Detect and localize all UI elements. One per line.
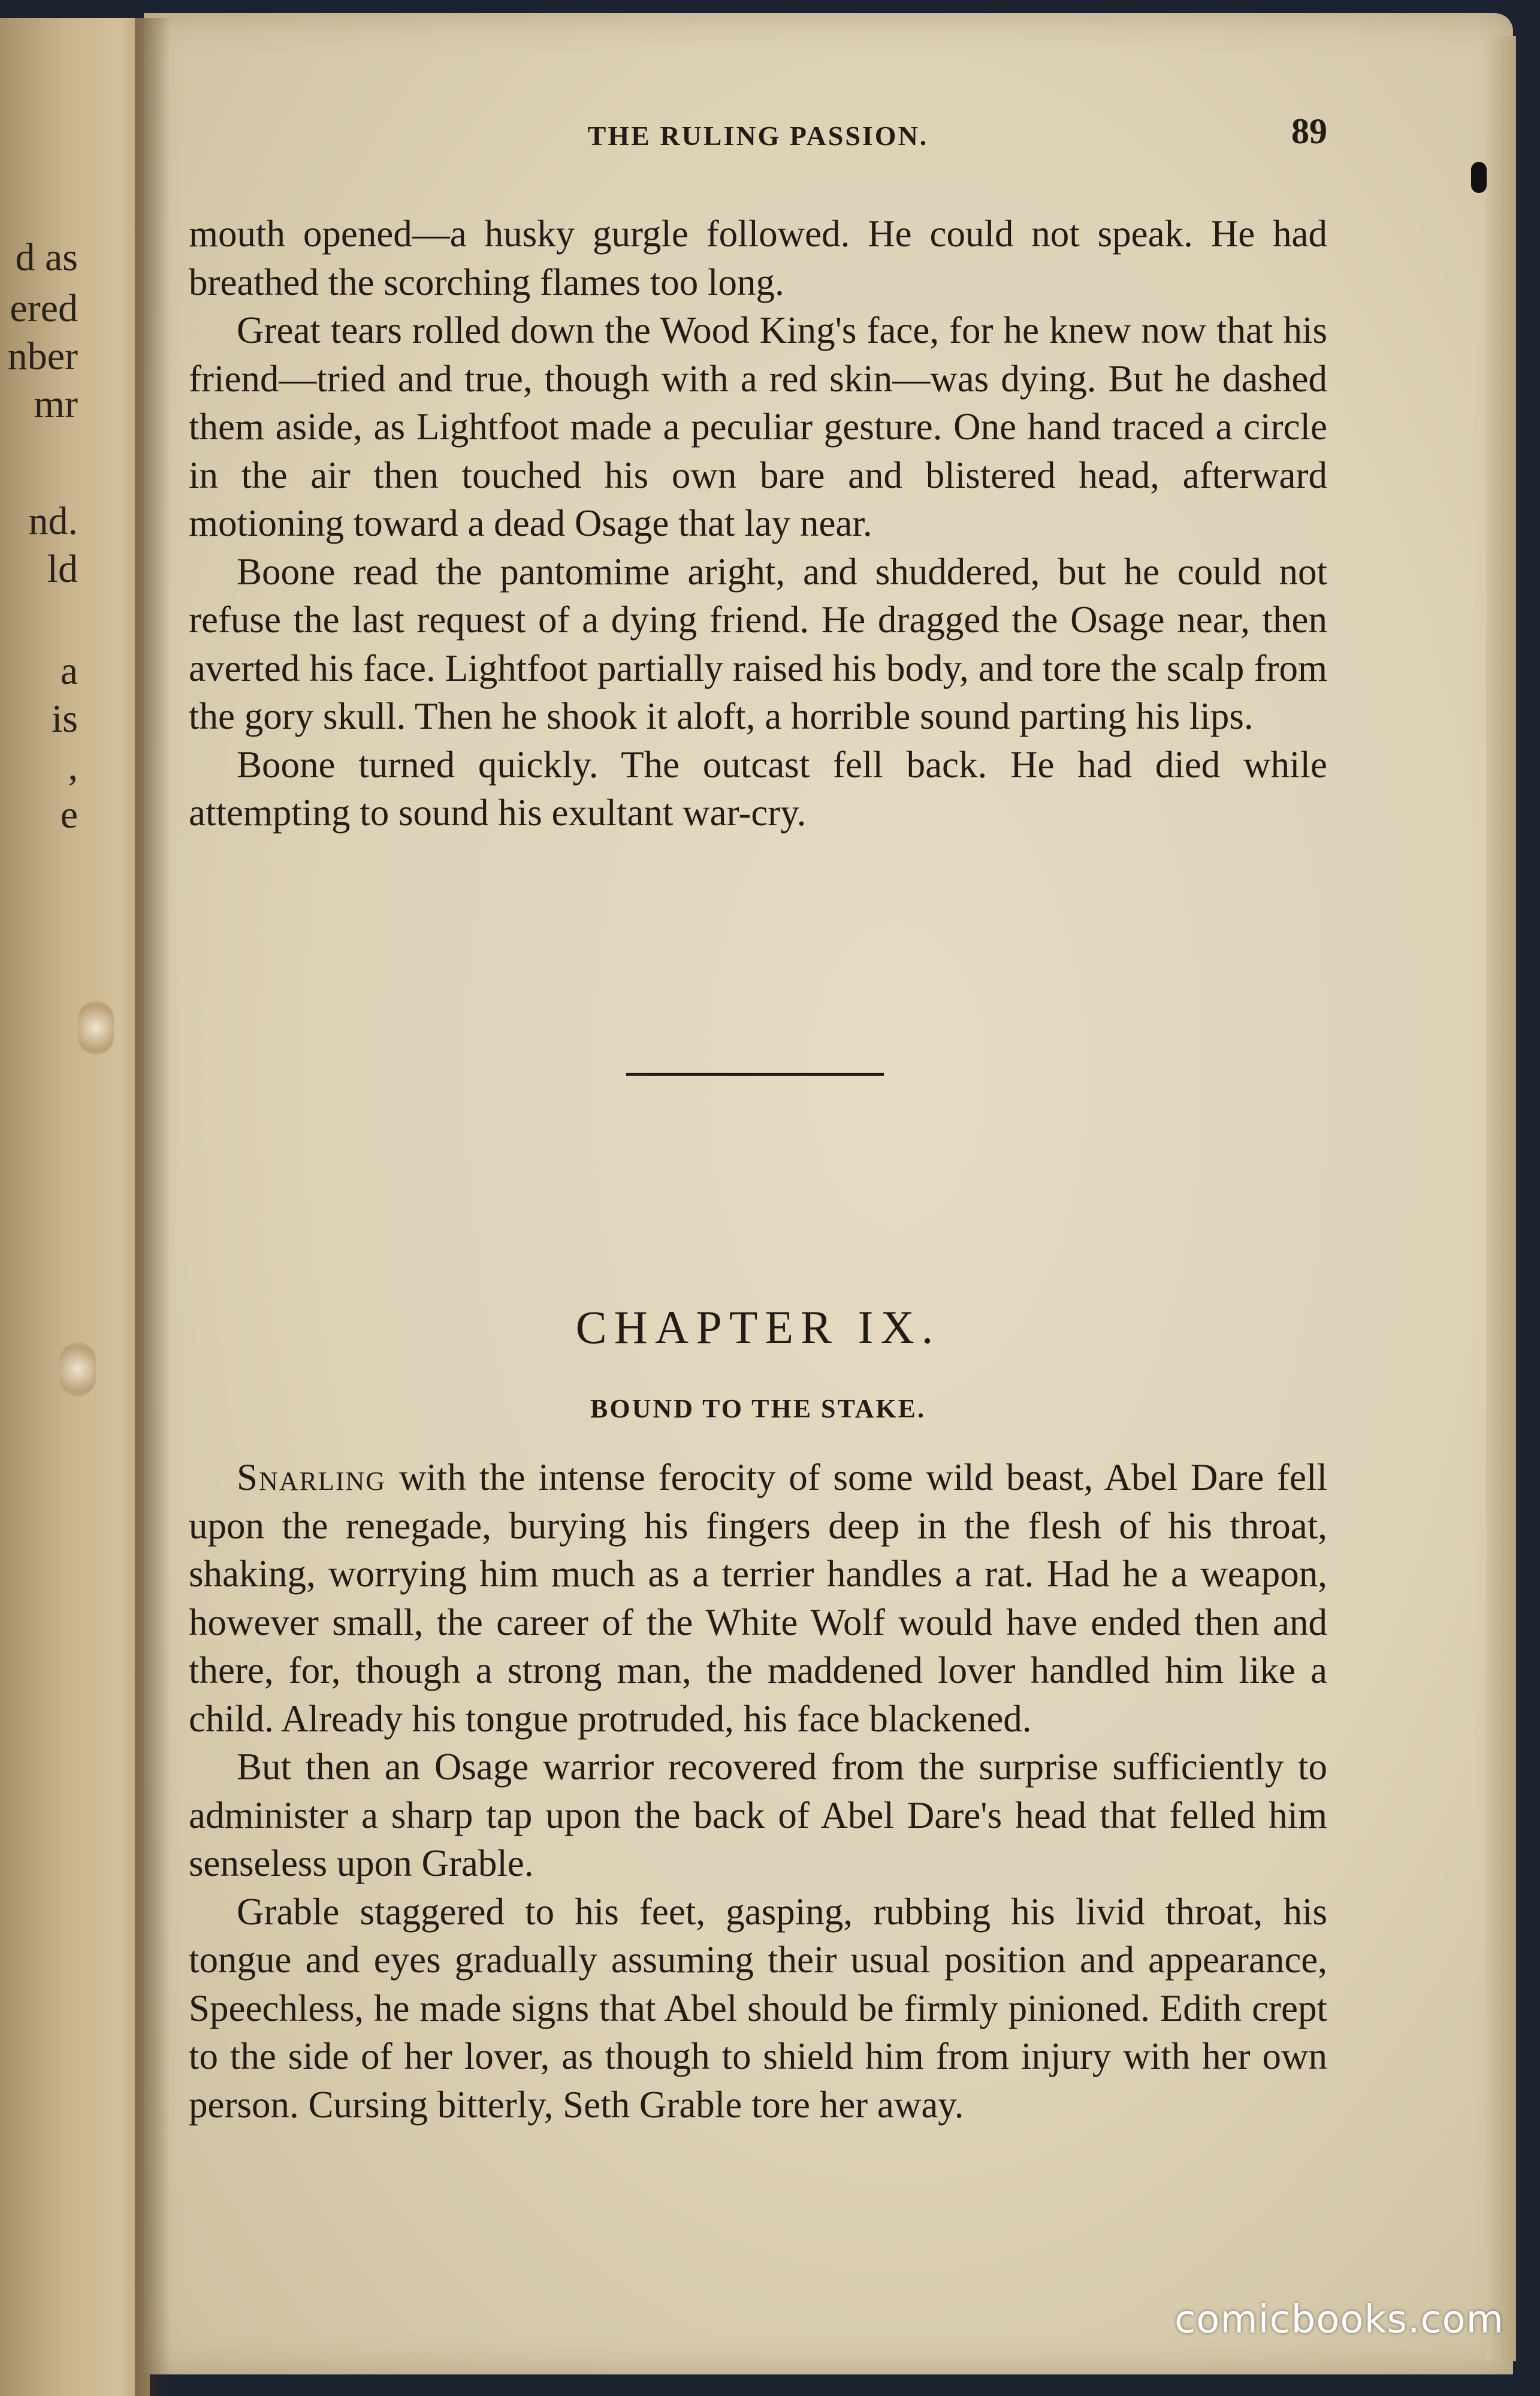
section-divider-rule [626,1073,884,1076]
paragraph-text: with the intense ferocity of some wild beast, Abel Dare fell upon the renegade, burying his fingers deep in the flesh of his throat, shaking, worrying him much as a terrier handles a rat. Had he a weapon, however small, the career of the White Wolf would have ended then and there, for, though a strong man, the maddened lover handled him like a child. Already his tongue protruded, his face blackened. [189,1456,1327,1740]
paragraph: Boone turned quickly. The outcast fell back. He had died while attempting to sound his exultant war-cry. [189,743,1327,834]
left-page-fragment: , [68,745,78,789]
binding-stitch [78,1001,114,1055]
body-text-bottom [189,1453,1327,2129]
paragraph: Grable staggered to his feet, gasping, rubbing his livid throat, his tongue and eyes gradually assuming their usual position and appearance, Speechless, he made signs that Abel should be firmly pinioned. Edith crept to the side of her lover, as though to shield him from injury with her own person. Cursing bitterly, Seth Grable tore her away. [189,1890,1327,2126]
watermark: comicbooks.com [1174,2298,1504,2342]
left-page-fragment: e [60,793,78,837]
chapter-subtitle: BOUND TO THE STAKE. [590,1394,926,1423]
gutter-shadow [135,18,171,2396]
left-page-fragment: a [60,649,78,693]
left-page-fragment: ered [10,286,78,330]
left-page-fragment: mr [34,382,78,426]
left-page-fragment: is [51,697,78,741]
left-page-fragment: nber [7,334,78,378]
page-right-edge [1486,36,1516,2361]
body-text-top [189,210,1327,837]
running-head: THE RULING PASSION. [587,120,929,151]
paragraph: mouth opened—a husky gurgle followed. He could not speak. He had breathed the scorching flames too long. [189,213,1327,303]
paragraph [189,1453,1327,1743]
left-page-fragment: nd. [28,499,78,543]
previous-page-edge [0,18,150,2396]
paragraph: Boone read the pantomime aright, and shuddered, but he could not refuse the last request of a dying friend. He dragged the Osage near, then averted his face. Lightfoot partially raised his body, and tore the scalp from the gory skull. Then he shook it aloft, a horrible sound parting his lips. [189,550,1327,737]
paragraph: Great tears rolled down the Wood King's face, for he knew now that his friend—tried and true, though with a red skin—was dying. But he dashed them aside, as Lightfoot made a peculiar gesture. One hand traced a circle in the air then touched his own bare and blistered head, afterward motioning toward a dead Osage that lay near. [189,309,1327,544]
page-number: 89 [1291,111,1327,151]
ink-blot [1471,162,1487,193]
paragraph: But then an Osage warrior recovered from the surprise sufficiently to administer a sharp tap upon the back of Abel Dare's head that felled him senseless upon Grable. [189,1746,1327,1884]
opening-word: Snarling [237,1456,386,1498]
left-page-fragment: d as [15,236,78,279]
chapter-title: CHAPTER IX. [575,1301,941,1353]
binding-stitch [60,1342,96,1396]
left-page-fragment: ld [47,547,78,591]
